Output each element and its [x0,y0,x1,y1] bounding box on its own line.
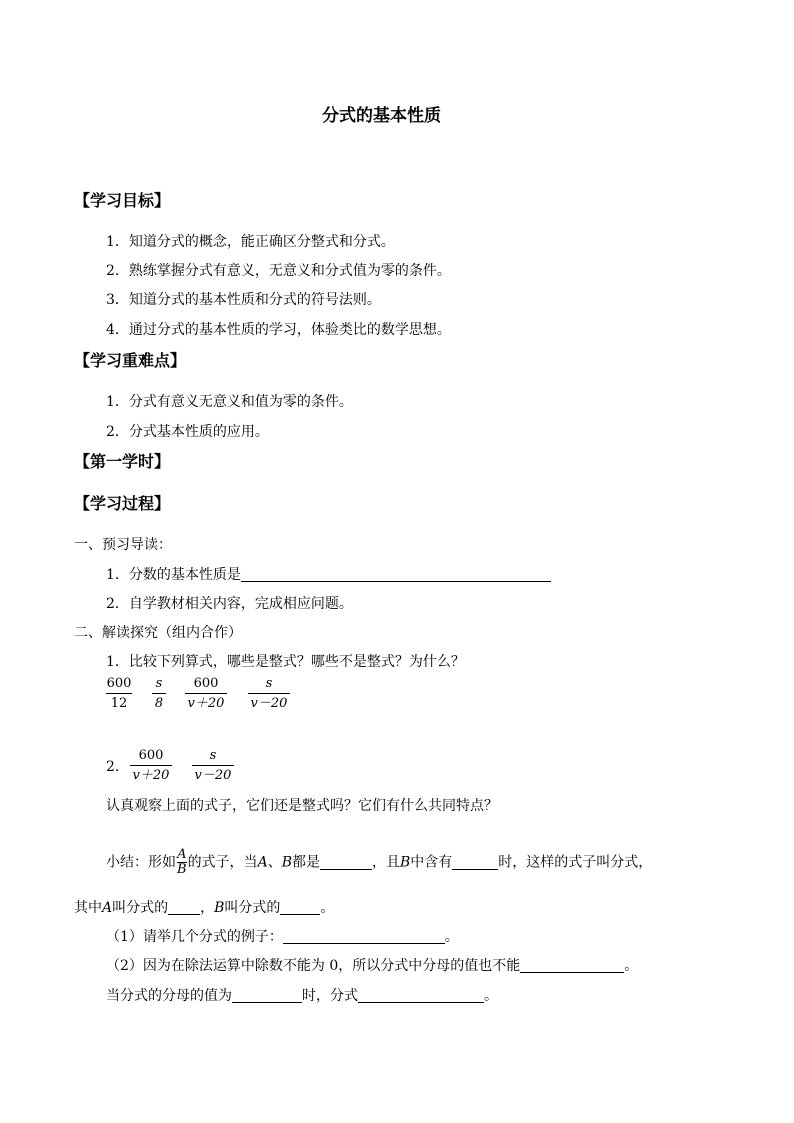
summary-line-1 [106,848,652,876]
task-1-label: （1）请举几个分式的例子： [106,929,283,945]
summary-text: 时，这样的式子叫分式， [498,854,653,871]
fraction-bar [152,693,166,694]
summary-line-2 [74,900,334,915]
section-heading-first-period: 【第一学时】 [74,452,171,471]
answer-blank[interactable] [452,855,498,870]
answer-blank[interactable] [358,988,484,1003]
variable-b: B [399,854,411,871]
fraction-denominator: v＋20 [187,696,225,711]
answer-blank[interactable] [168,900,200,915]
explore-question-1: 1．比较下列算式，哪些是整式？哪些不是整式？为什么？ [106,654,465,670]
summary-text: 、 [267,854,282,871]
fraction [192,748,234,784]
task-3 [106,988,498,1003]
summary-text: 的式子，当 [187,854,258,871]
task-2-label: （2）因为在除法运算中除数不能为 0，所以分式中分母的值也不能 [106,958,521,974]
variable-a: A [257,854,268,871]
goal-item: 3．知道分式的基本性质和分式的符号法则。 [106,292,381,308]
task-text: 。 [484,988,498,1004]
fraction-numerator: A [177,847,187,862]
fraction-numerator: 600 [193,676,219,691]
summary-text: ， [200,900,215,916]
section-heading-goals: 【学习目标】 [74,191,171,210]
variable-b: B [281,854,292,871]
fraction-bar [248,693,290,694]
fraction-denominator: v－20 [194,768,232,783]
fraction [248,676,290,712]
fraction-numerator: s [155,676,163,691]
fraction-bar [106,693,132,694]
fraction-denominator: 8 [154,696,164,711]
variable-a: A [102,900,113,916]
preview-item-2: 2．自学教材相关内容，完成相应问题。 [106,596,353,612]
fraction-numerator: s [265,676,273,691]
fraction [130,748,172,784]
task-2 [106,958,638,973]
summary-text: 都是 [291,854,320,871]
key-point-item: 1．分式有意义无意义和值为零的条件。 [106,394,353,410]
page-title: 分式的基本性质 [322,106,441,126]
answer-blank[interactable] [520,958,624,973]
goal-item: 2．熟练掌握分式有意义，无意义和分式值为零的条件。 [106,263,451,279]
summary-text: ，且 [371,854,400,871]
answer-blank[interactable] [283,929,445,944]
key-point-item: 2．分式基本性质的应用。 [106,424,269,440]
task-text: 。 [444,929,459,945]
fraction-numerator: s [209,748,217,763]
preview-heading: 一、预习导读： [74,537,172,553]
explore-question-2-label: 2． [106,759,129,775]
fraction [152,676,166,712]
task-text: 。 [624,958,639,974]
summary-text: 叫分式的 [112,900,169,916]
goal-item: 1．知道分式的概念，能正确区分整式和分式。 [106,234,395,250]
fraction-denominator: B [177,862,187,877]
fraction-bar [192,765,234,766]
task-3-label: 当分式的分母的值为 [106,988,232,1004]
preview-item-1 [106,567,551,582]
section-heading-process: 【学习过程】 [74,494,171,513]
summary-lead: 小结：形如 [106,854,176,871]
fraction-a-over-b [177,848,187,877]
fraction-numerator: 600 [106,676,132,691]
summary-text: 。 [320,900,335,916]
fraction-denominator: v－20 [250,696,288,711]
fraction-bar [130,765,172,766]
answer-blank[interactable] [232,988,302,1003]
fraction-denominator: v＋20 [132,768,170,783]
summary-text: 叫分式的 [224,900,281,916]
answer-blank[interactable] [241,567,551,582]
fraction [185,676,227,712]
preview-item-1-label: 1．分数的基本性质是 [106,567,241,583]
variable-b: B [214,900,225,916]
explore-heading: 二、解读探究（组内合作） [74,625,242,641]
fraction-numerator: 600 [138,748,164,763]
fraction-bar [185,693,227,694]
fraction [106,676,132,712]
section-heading-key-points: 【学习重难点】 [74,351,187,370]
goal-item: 4．通过分式的基本性质的学习，体验类比的数学思想。 [106,322,451,338]
answer-blank[interactable] [280,900,320,915]
summary-text: 其中 [74,900,102,916]
observe-question: 认真观察上面的式子，它们还是整式吗？它们有什么共同特点？ [106,798,498,814]
fraction-denominator: 12 [110,696,128,711]
summary-text: 中含有 [410,854,453,871]
task-1 [106,929,459,944]
task-text: 时，分式 [302,988,358,1004]
answer-blank[interactable] [320,855,372,870]
